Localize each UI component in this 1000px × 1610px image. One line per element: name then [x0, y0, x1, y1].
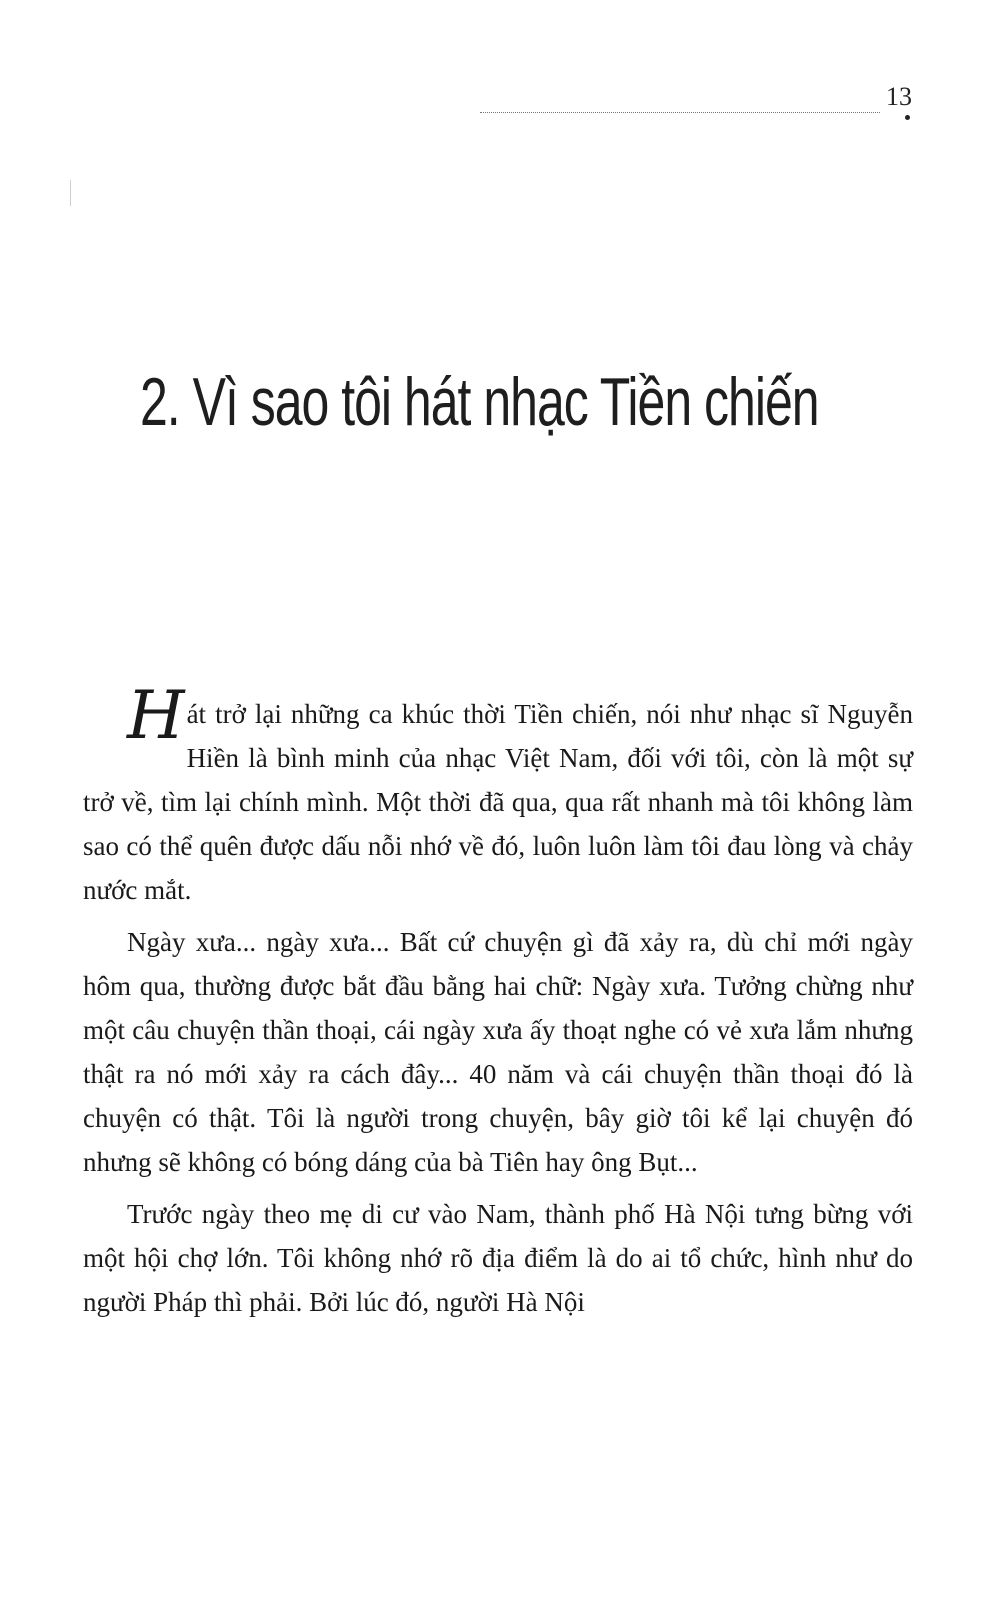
chapter-title: 2. Vì sao tôi hát nhạc Tiền chiến [140, 364, 819, 440]
paragraph-1 [83, 677, 913, 912]
header-dotted-rule [480, 112, 880, 113]
margin-mark [70, 180, 71, 206]
page-header [480, 78, 912, 118]
body-text [83, 677, 913, 1332]
paragraph-2: Ngày xưa... ngày xưa... Bất cứ chuyện gì đã xảy ra, dù chỉ mới ngày hôm qua, thường được bắt đầu bằng hai chữ: Ngày xưa. Tưởng chừng như một câu chuyện thần thoại, cái ngày xưa ấy thoạt nghe có vẻ xưa lắm nhưng thật ra nó mới xảy ra cách đây... 40 năm và cái chuyện thần thoại đó là chuyện có thật. Tôi là người trong chuyện, bây giờ tôi kể lại chuyện đó nhưng sẽ không có bóng dáng của bà Tiên hay ông Bụt... [83, 927, 913, 1177]
paragraph-1-text: át trở lại những ca khúc thời Tiền chiến, nói như nhạc sĩ Nguyễn Hiền là bình minh của nhạc Việt Nam, đối với tôi, còn là một sự trở về, tìm lại chính mình. Một thời đã qua, qua rất nhanh mà tôi không làm sao có thể quên được dấu nỗi nhớ về đó, luôn luôn làm tôi đau lòng và chảy nước mắt. [83, 699, 913, 905]
page-number: 13 [886, 82, 912, 111]
paragraph-3: Trước ngày theo mẹ di cư vào Nam, thành phố Hà Nội tưng bừng với một hội chợ lớn. Tôi không nhớ rõ địa điểm là do ai tổ chức, hình như do người Pháp thì phải. Bởi lúc đó, người Hà Nội [83, 1199, 913, 1317]
drop-cap: H [127, 677, 185, 754]
